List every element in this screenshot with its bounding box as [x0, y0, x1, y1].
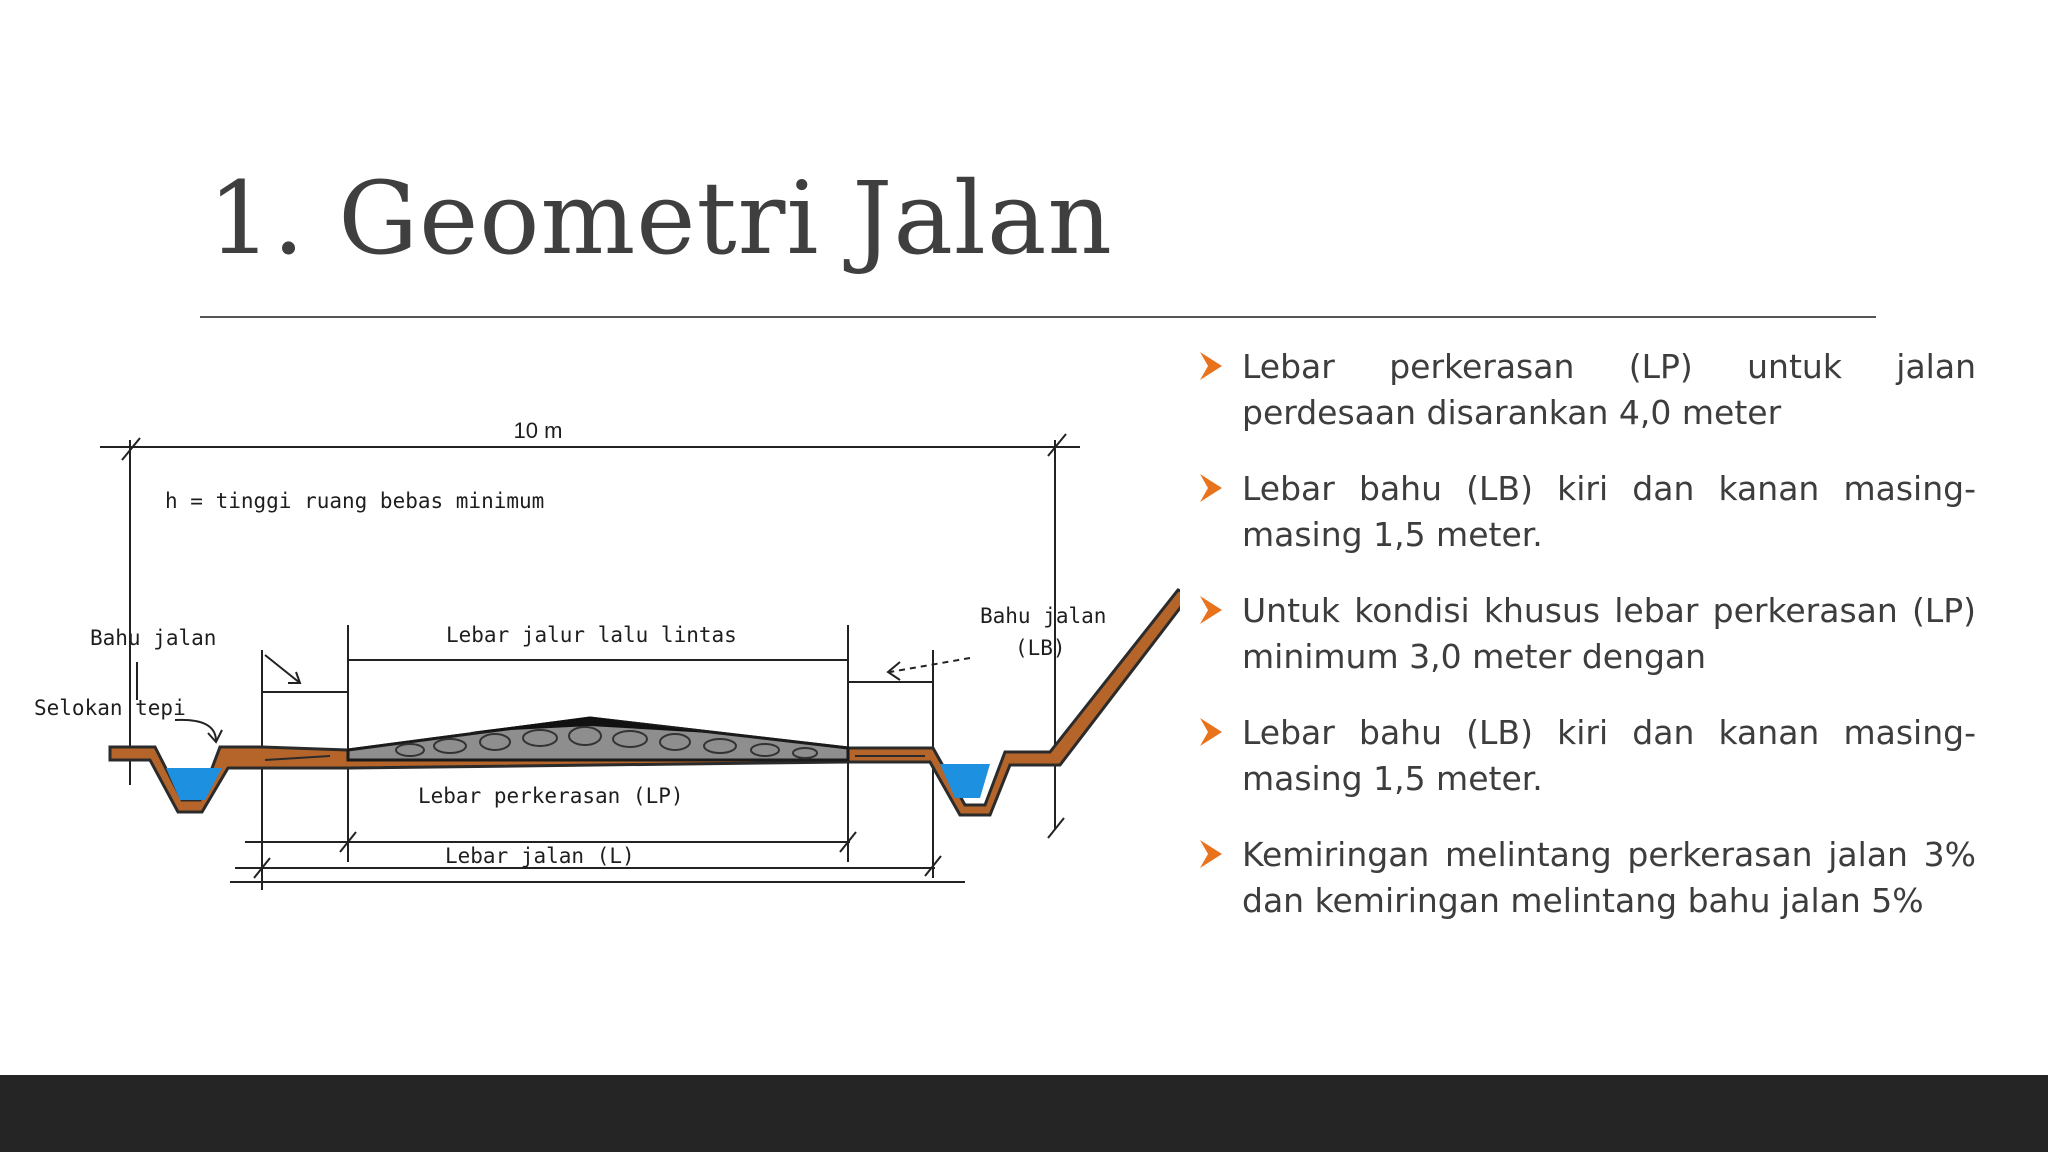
- left-shoulder-label: Bahu jalan: [90, 626, 217, 650]
- arrowhead-bullet-icon: [1198, 712, 1224, 752]
- road-cross-section-diagram: [30, 400, 1180, 920]
- right-shoulder-abbr: (LB): [1015, 636, 1066, 660]
- title-divider: [200, 316, 1876, 318]
- bullet-text: Lebar perkerasan (LP) untuk jalan perdesaan disarankan 4,0 meter: [1242, 347, 1976, 432]
- arrowhead-bullet-icon: [1198, 468, 1224, 508]
- bullet-text: Untuk kondisi khusus lebar perkerasan (LP) minimum 3,0 meter dengan: [1242, 591, 1976, 676]
- bullet-text: Kemiringan melintang perkerasan jalan 3% dan kemiringan melintang bahu jalan 5%: [1242, 835, 1976, 920]
- bullet-text: Lebar bahu (LB) kiri dan kanan masing-masing 1,5 meter.: [1242, 713, 1976, 798]
- bullet-item: [1196, 344, 1976, 436]
- bullet-item: [1196, 466, 1976, 558]
- pavement-width-label: Lebar perkerasan (LP): [418, 784, 684, 808]
- side-ditch-label: Selokan tepi: [34, 696, 186, 720]
- arrowhead-bullet-icon: [1198, 834, 1224, 874]
- arrowhead-bullet-icon: [1198, 346, 1224, 386]
- road-width-label: Lebar jalan (L): [445, 844, 635, 868]
- bullet-list: [1196, 344, 1976, 954]
- footer-bar: [0, 1075, 2048, 1152]
- lane-width-label: Lebar jalur lalu lintas: [446, 623, 737, 647]
- bullet-item: [1196, 588, 1976, 680]
- arrowhead-bullet-icon: [1198, 590, 1224, 630]
- clearance-note: h = tinggi ruang bebas minimum: [165, 489, 545, 513]
- top-dimension-label: 10 m: [513, 418, 563, 443]
- bullet-text: Lebar bahu (LB) kiri dan kanan masing-masing 1,5 meter.: [1242, 469, 1976, 554]
- slide-title: 1. Geometri Jalan: [208, 160, 1113, 277]
- bullet-item: [1196, 710, 1976, 802]
- bullet-item: [1196, 832, 1976, 924]
- right-shoulder-label: Bahu jalan: [980, 604, 1107, 628]
